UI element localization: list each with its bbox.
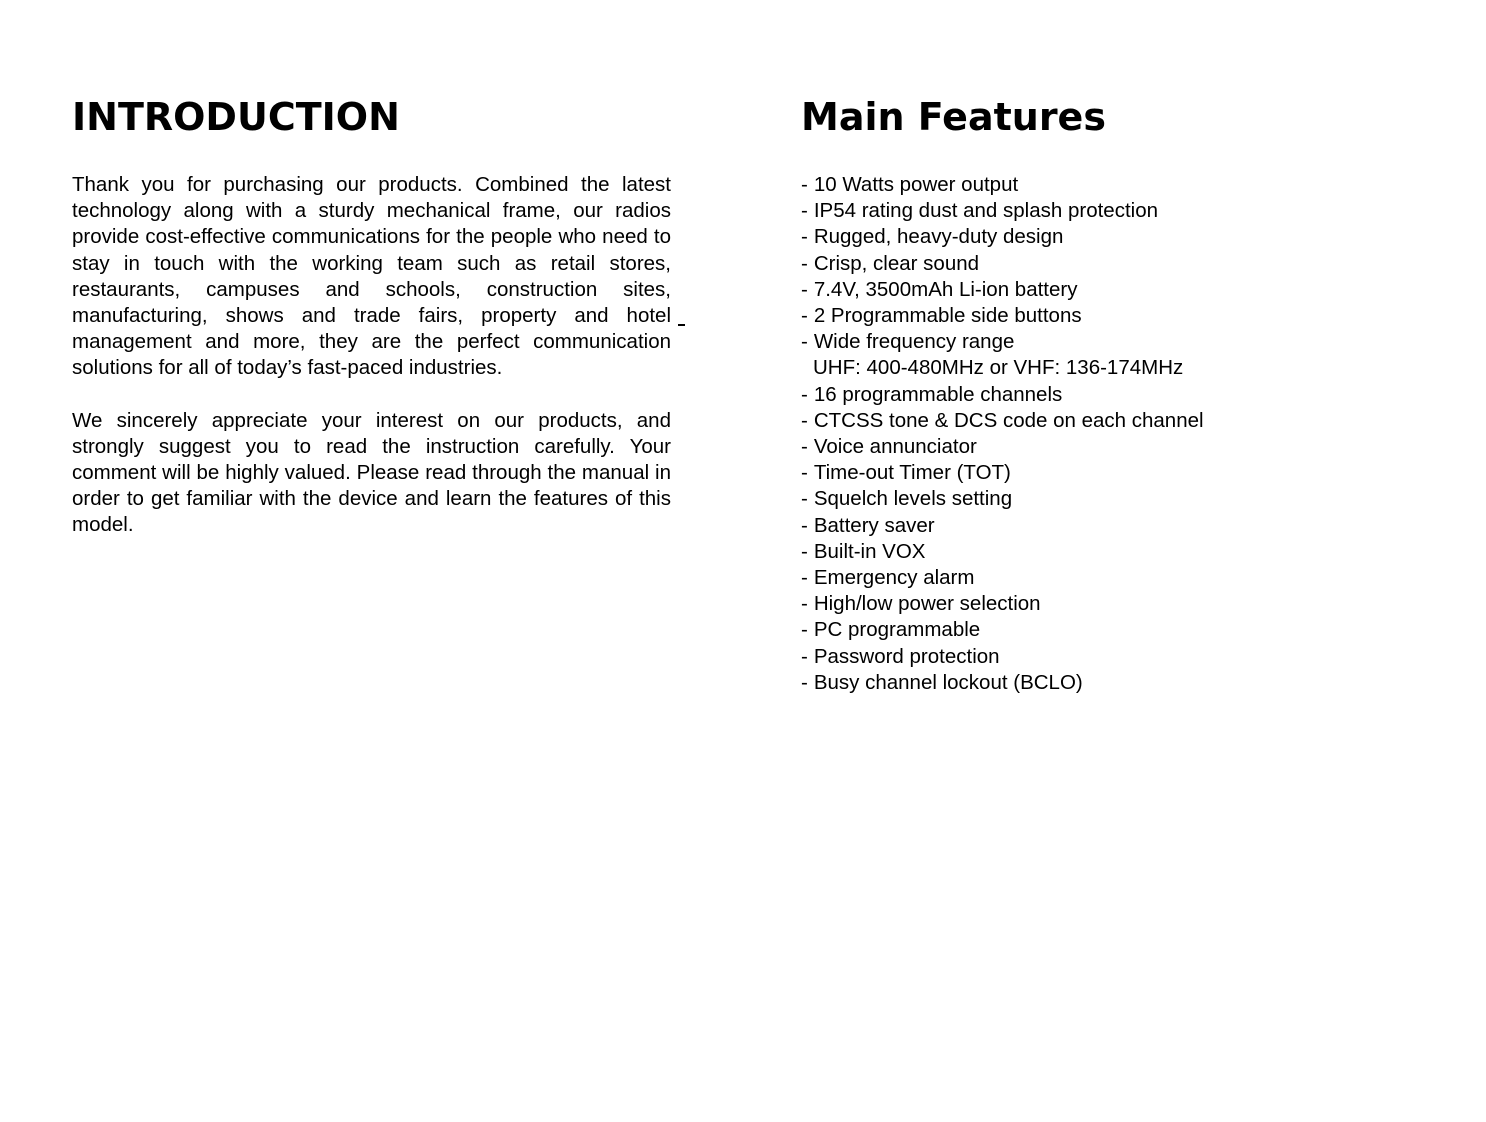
- bullet-dash: -: [801, 225, 808, 249]
- bullet-dash: -: [801, 513, 808, 537]
- feature-text: 2 Programmable side buttons: [813, 304, 1082, 328]
- feature-text: Emergency alarm: [813, 566, 975, 590]
- feature-item: [801, 251, 1361, 277]
- feature-text: 16 programmable channels: [813, 382, 1063, 406]
- feature-text: CTCSS tone & DCS code on each channel: [813, 408, 1204, 432]
- feature-item: [801, 513, 1361, 539]
- feature-text: Time-out Timer (TOT): [813, 461, 1011, 485]
- feature-text: 10 Watts power output: [813, 173, 1019, 196]
- bullet-dash: -: [801, 670, 808, 694]
- bullet-dash: -: [801, 435, 808, 459]
- feature-item: [801, 277, 1361, 303]
- bullet-dash: -: [801, 487, 808, 511]
- feature-text: Busy channel lockout (BCLO): [813, 670, 1083, 694]
- bullet-dash: -: [801, 277, 808, 301]
- feature-text: PC programmable: [813, 618, 981, 642]
- main-features-heading: Main Features: [801, 95, 1106, 139]
- bullet-dash: -: [801, 173, 808, 196]
- bullet-dash: -: [801, 304, 808, 328]
- bullet-dash: -: [801, 461, 808, 485]
- feature-item: [801, 434, 1361, 460]
- bullet-dash: -: [801, 566, 808, 590]
- frequency-detail: UHF: 400-480MHz or VHF: 136-174MHz: [813, 356, 1184, 380]
- feature-text: Battery saver: [813, 513, 935, 537]
- feature-item: [801, 617, 1361, 643]
- feature-item: [801, 224, 1361, 250]
- feature-text: 7.4V, 3500mAh Li-ion battery: [813, 277, 1078, 301]
- bullet-dash: -: [801, 539, 808, 563]
- feature-text: Built-in VOX: [813, 539, 926, 563]
- feature-item: [801, 591, 1361, 617]
- bullet-dash: -: [801, 251, 808, 275]
- feature-item: [801, 408, 1361, 434]
- feature-text: Wide frequency range: [813, 330, 1015, 354]
- feature-item: [801, 329, 1361, 355]
- introduction-paragraph-1: Thank you for purchasing our products. Combined the latest technology along with a sturdy mechanical frame, our radios provide cost-effective communications for the people who need to stay in touch with the working team such as retail stores, restaurants, campuses and schools, construction sites, manufacturing, shows and trade fairs, property and hotel management and more, they are the perfect communication solutions for all of today’s fast-paced industries.: [72, 173, 671, 380]
- feature-text: IP54 rating dust and splash protection: [813, 199, 1158, 223]
- feature-item: [801, 172, 1361, 198]
- feature-item: [801, 644, 1361, 670]
- feature-item: [801, 486, 1361, 512]
- stray-dash-mark: [678, 324, 685, 326]
- feature-item: [801, 303, 1361, 329]
- bullet-dash: -: [801, 199, 808, 223]
- bullet-dash: -: [801, 618, 808, 642]
- main-features-section: [801, 94, 1361, 696]
- introduction-paragraph-2: We sincerely appreciate your interest on our products, and strongly suggest you to read the instruction carefully. Your comment will be highly valued. Please read through the manual in order to get familiar with the device and learn the features of this model.: [72, 408, 671, 537]
- feature-item: [801, 460, 1361, 486]
- bullet-dash: -: [801, 330, 808, 354]
- introduction-heading: INTRODUCTION: [72, 95, 400, 139]
- feature-text: Password protection: [813, 644, 1000, 668]
- feature-text: Crisp, clear sound: [813, 251, 980, 275]
- introduction-section: [72, 94, 671, 539]
- bullet-dash: -: [801, 408, 808, 432]
- feature-item: [801, 539, 1361, 565]
- feature-text: Rugged, heavy-duty design: [813, 225, 1064, 249]
- feature-item: [801, 565, 1361, 591]
- feature-list: [801, 172, 1361, 696]
- bullet-dash: -: [801, 382, 808, 406]
- feature-text: Voice annunciator: [813, 435, 977, 459]
- feature-item: [801, 198, 1361, 224]
- bullet-dash: -: [801, 644, 808, 668]
- feature-text: Squelch levels setting: [813, 487, 1013, 511]
- feature-item: [801, 382, 1361, 408]
- feature-item: [801, 670, 1361, 696]
- introduction-body: [72, 172, 671, 539]
- feature-text: High/low power selection: [813, 592, 1041, 616]
- bullet-dash: -: [801, 592, 808, 616]
